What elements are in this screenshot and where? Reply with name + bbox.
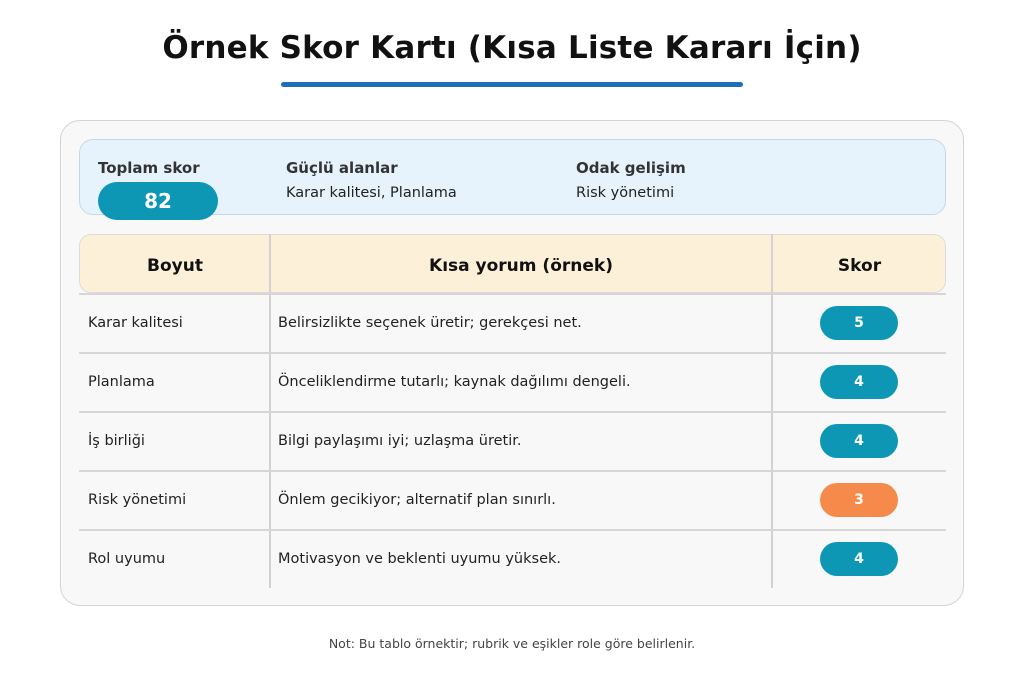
column-header-dimension: Boyut — [147, 256, 203, 276]
dimension-cell: Risk yönetimi — [88, 492, 187, 508]
focus-value: Risk yönetimi — [576, 185, 675, 201]
score-badge: 4 — [820, 365, 898, 399]
total-score-badge: 82 — [98, 182, 218, 220]
summary-box — [79, 139, 946, 215]
score-badge: 3 — [820, 483, 898, 517]
strengths-label: Güçlü alanlar — [286, 159, 398, 177]
table-row — [79, 294, 946, 353]
table-row — [79, 412, 946, 471]
focus-label: Odak gelişim — [576, 159, 686, 177]
score-badge: 4 — [820, 542, 898, 576]
dimension-cell: Planlama — [88, 374, 155, 390]
table-row — [79, 471, 946, 530]
comment-cell: Belirsizlikte seçenek üretir; gerekçesi net. — [278, 315, 582, 331]
comment-cell: Önlem gecikiyor; alternatif plan sınırlı. — [278, 492, 556, 508]
dimension-cell: Rol uyumu — [88, 551, 166, 567]
dimension-cell: Karar kalitesi — [88, 315, 183, 331]
comment-cell: Bilgi paylaşımı iyi; uzlaşma üretir. — [278, 433, 522, 449]
table-row — [79, 353, 946, 412]
table-header — [79, 234, 946, 293]
column-header-score: Skor — [837, 256, 882, 276]
footnote: Not: Bu tablo örnektir; rubrik ve eşikler role göre belirlenir. — [328, 636, 696, 651]
comment-cell: Motivasyon ve beklenti uyumu yüksek. — [278, 551, 561, 567]
score-badge: 4 — [820, 424, 898, 458]
column-header-comment: Kısa yorum (örnek) — [429, 256, 613, 276]
table-row — [79, 530, 946, 589]
comment-cell: Önceliklendirme tutarlı; kaynak dağılımı dengeli. — [278, 374, 631, 390]
total-score-label: Toplam skor — [98, 159, 200, 177]
dimension-cell: İş birliği — [88, 433, 145, 449]
strengths-value: Karar kalitesi, Planlama — [286, 185, 457, 201]
page-title: Örnek Skor Kartı (Kısa Liste Kararı İçin) — [162, 30, 862, 66]
score-badge: 5 — [820, 306, 898, 340]
title-underline — [281, 82, 743, 87]
